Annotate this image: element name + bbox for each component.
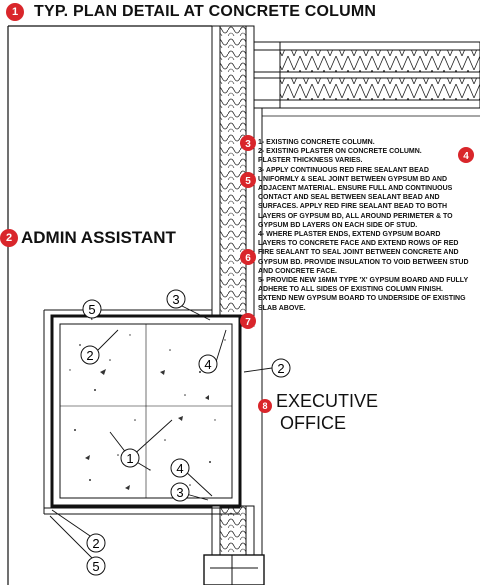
callout-2-office <box>272 359 290 377</box>
callout-label: 3 <box>176 485 184 500</box>
callout-4-bottom <box>171 459 189 477</box>
callout-5-top <box>83 300 101 318</box>
room-name-line1: EXECUTIVE <box>276 391 379 411</box>
callout-3-top <box>167 290 185 308</box>
red-dot-label: 7 <box>245 317 251 328</box>
callout-label: 5 <box>88 302 96 317</box>
room-name: ADMIN ASSISTANT <box>21 228 176 247</box>
note-2: 2- EXISTING PLASTER ON CONCRETE COLUMN. PLASTER THICKNESS VARIES. <box>258 148 422 165</box>
callout-4-right <box>199 355 217 373</box>
callout-2-left <box>81 346 99 364</box>
callout-label: 2 <box>277 361 285 376</box>
partition-insulation-1 <box>280 50 480 72</box>
callout-2-bottom <box>87 534 105 552</box>
callout-label: 4 <box>204 357 212 372</box>
callout-label: 2 <box>86 348 94 363</box>
callout-label: 1 <box>126 451 134 466</box>
room-badge: 8 <box>258 399 272 413</box>
callout-1-center <box>121 449 139 467</box>
room-name-line2: OFFICE <box>280 413 346 433</box>
room-badge: 2 <box>0 229 18 247</box>
callout-3-bottom <box>171 483 189 501</box>
red-dot-label: 5 <box>245 176 251 187</box>
partition-insulation-2 <box>280 78 480 100</box>
callout-label: 3 <box>172 292 180 307</box>
callout-label: 2 <box>92 536 100 551</box>
note-4: 4- WHERE PLASTER ENDS, EXTEND GYPSUM BOARD LAYERS TO CONCRETE FACE AND EXTEND ROWS OF RED FIRE SEALANT TO SEAL JOINT BETWEEN CONCRETE AND GYPSUM BD. PROVIDE INSULATION TO VOID BETWEEN STUD AND CONCRETE FACE. <box>258 231 469 275</box>
red-dot-label: 4 <box>463 151 469 162</box>
note-5: 5- PROVIDE NEW 16MM TYPE 'X' GYPSUM BOARD AND FULLY ADHERE TO ALL SIDES OF EXISTING COLUMN FINISH. EXTEND NEW GYPSUM BOARD TO UNDERSIDE OF EXISTING SLAB ABOVE. <box>258 277 468 312</box>
room-executive-office <box>258 390 378 434</box>
note-1: 1- EXISTING CONCRETE COLUMN. <box>258 139 375 146</box>
title-text: TYP. PLAN DETAIL AT CONCRETE COLUMN <box>34 3 377 20</box>
note-3: 3- APPLY CONTINUOUS RED FIRE SEALANT BEAD UNIFORMLY & SEAL JOINT BETWEEN GYPSUM BD AND ADJACENT MATERIAL. ENSURE FULL AND CONTINUOUS CONTACT AND SEAL BETWEEN SEALANT BEAD AND SURFACES. APPLY RED FIRE SEALANT BEAD TO BOTH LAYERS OF GYPSUM BD, ALL AROUND PERIMETER & TO GYPSUM BD LAYERS ON EACH SIDE OF STUD. <box>258 166 453 229</box>
red-dot-label: 6 <box>245 253 251 264</box>
room-admin-assistant <box>0 228 176 248</box>
title-badge: 1 <box>6 3 24 21</box>
detail-title <box>6 1 376 23</box>
detail-notes <box>258 138 470 313</box>
callout-label: 4 <box>176 461 184 476</box>
wall-board <box>212 26 220 326</box>
callout-label: 5 <box>92 559 100 574</box>
red-dot-label: 3 <box>245 139 251 150</box>
callout-5-bottom <box>87 557 105 575</box>
